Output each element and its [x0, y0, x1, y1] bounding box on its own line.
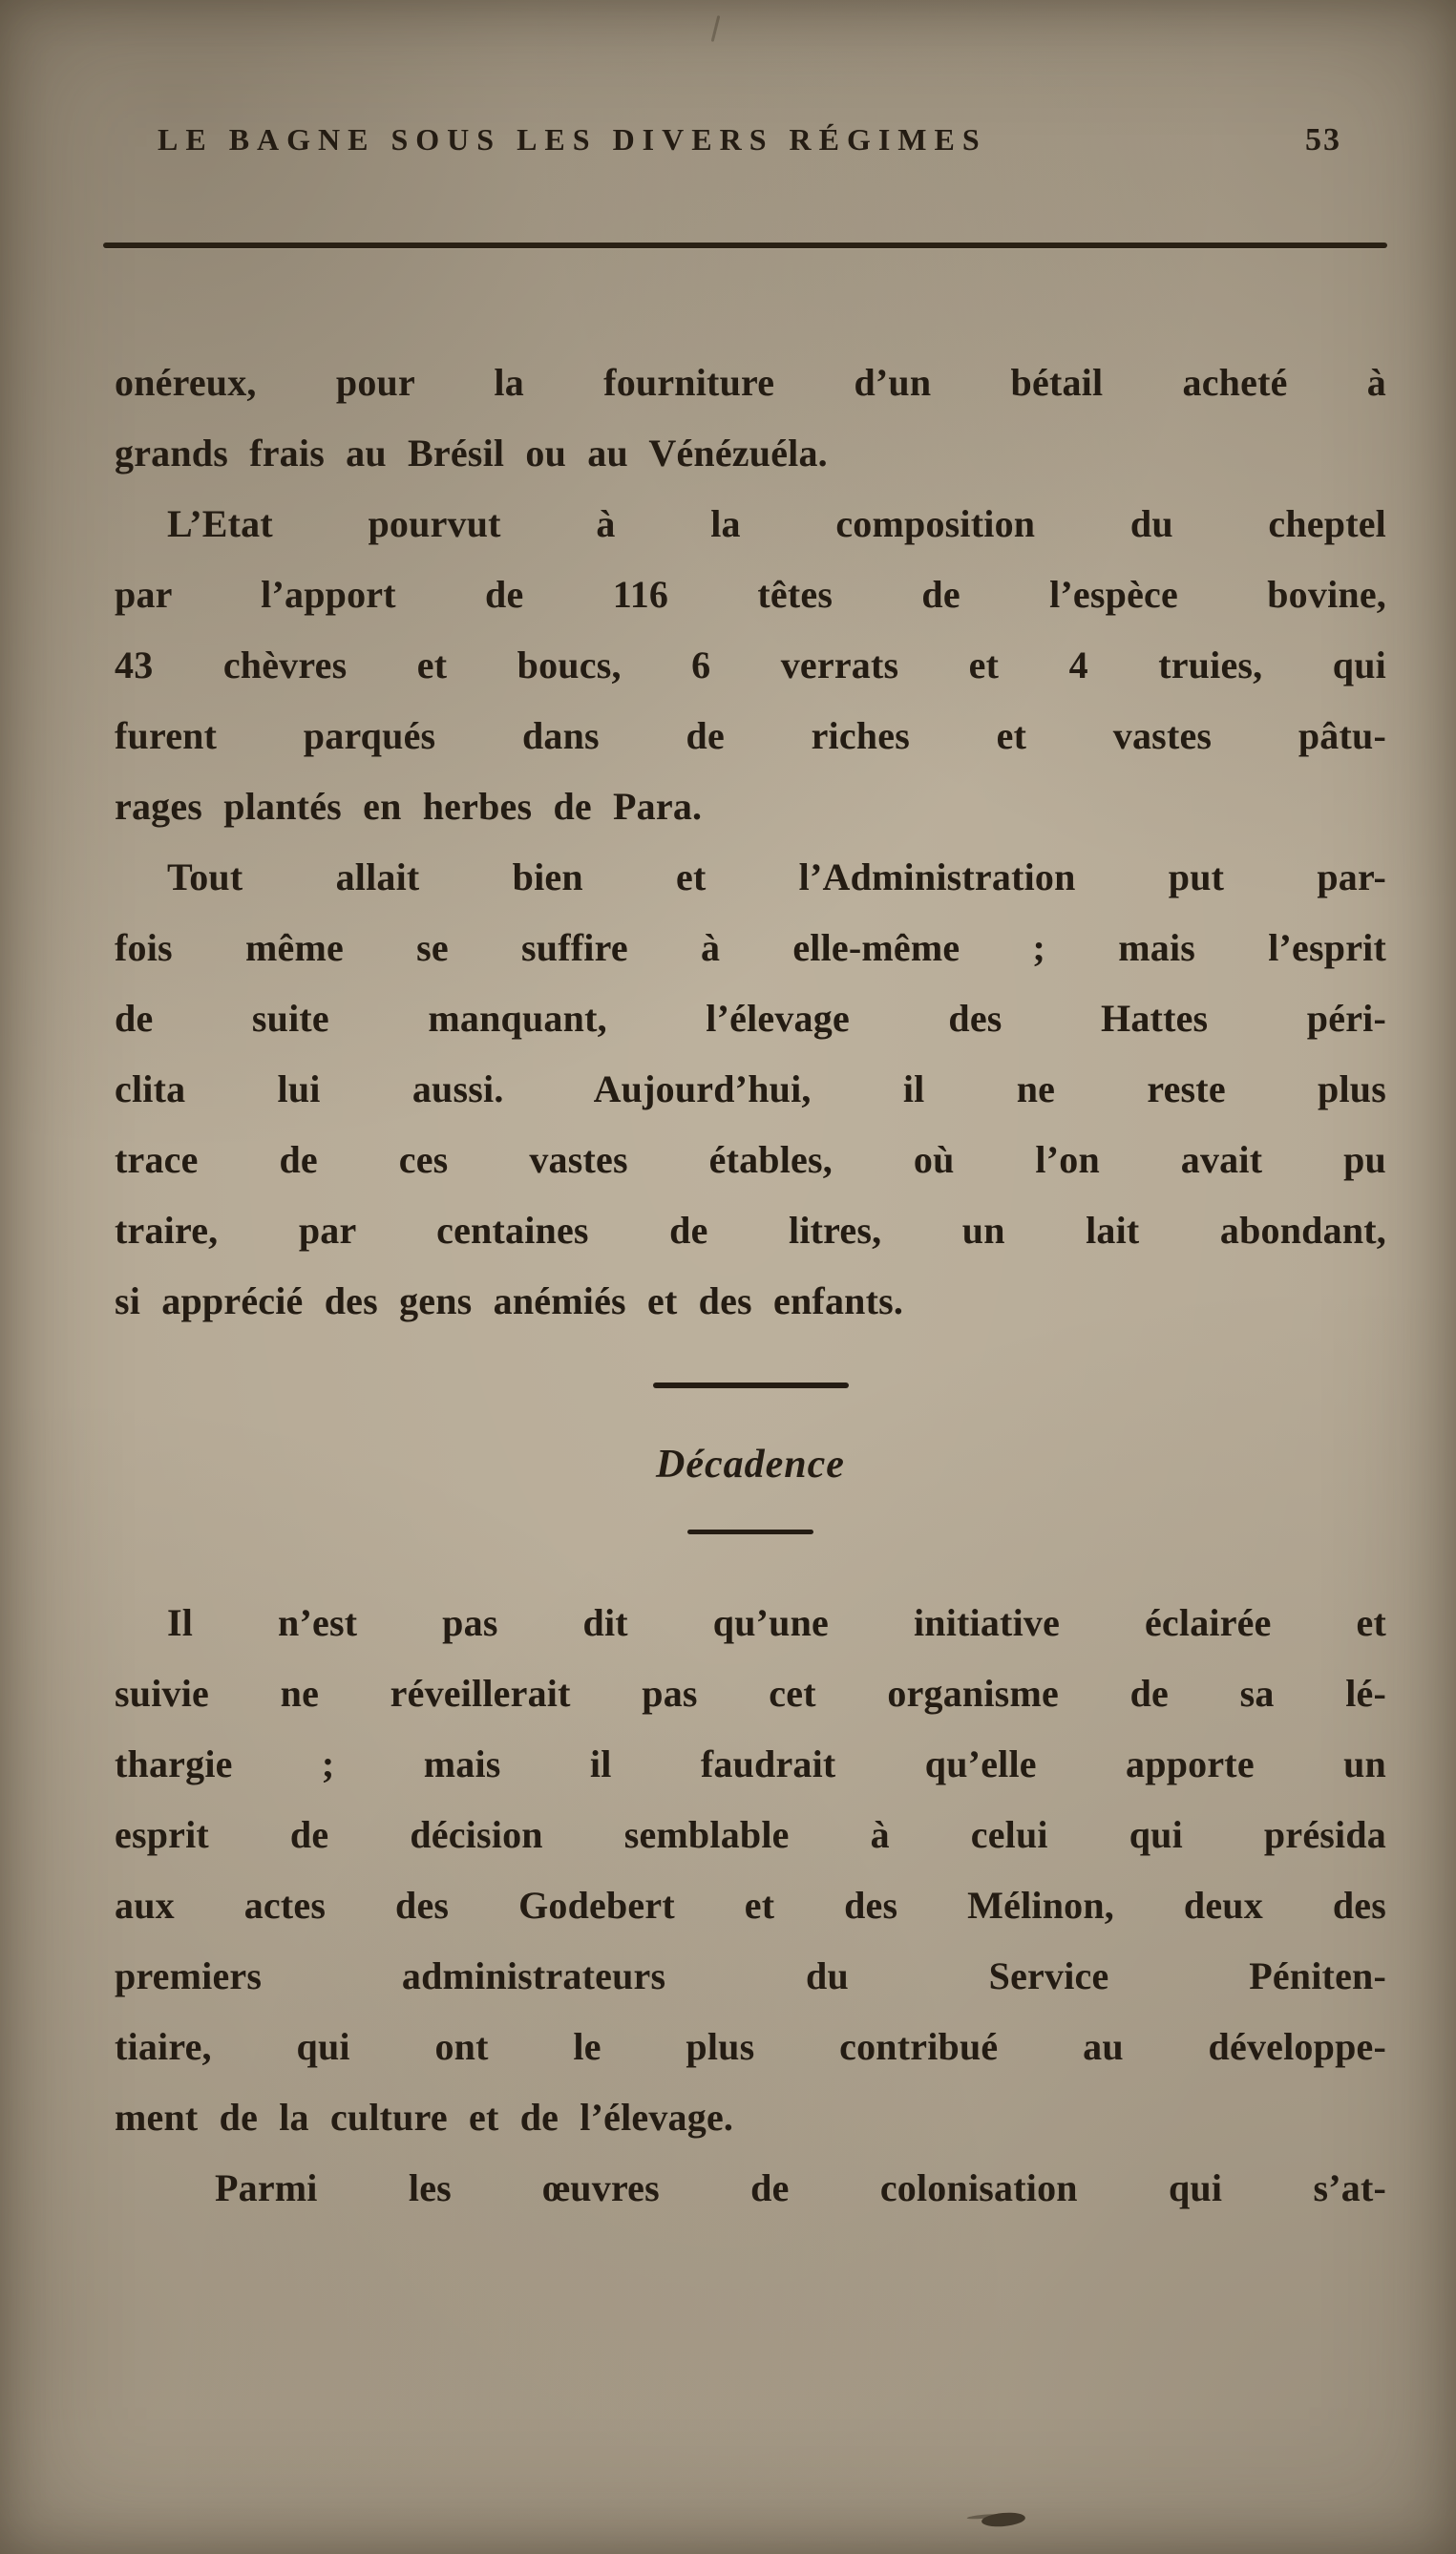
- text-line: fois même se suffire à elle-même ; mais l’esprit: [115, 926, 1386, 969]
- text-line: esprit de décision semblable à celui qui présida: [115, 1813, 1386, 1856]
- text-line: de suite manquant, l’élevage des Hattes péri-: [115, 997, 1386, 1040]
- text-line: thargie ; mais il faudrait qu’elle apporte un: [115, 1742, 1386, 1785]
- section-divider: [687, 1530, 813, 1534]
- page-body: [115, 348, 1386, 2224]
- paragraph: [115, 2153, 1386, 2224]
- section-divider: [653, 1383, 849, 1388]
- text-line: Parmi les œuvres de colonisation qui s’at-: [215, 2166, 1386, 2209]
- page-number: 53: [1305, 122, 1341, 158]
- paragraph: [115, 1588, 1386, 2153]
- ink-smudge: [981, 2511, 1025, 2528]
- text-line: ment de la culture et de l’élevage.: [115, 2096, 734, 2139]
- text-line: L’Etat pourvut à la composition du cheptel: [167, 502, 1386, 545]
- header-rule: [103, 243, 1387, 248]
- text-line: Tout allait bien et l’Administration put par-: [167, 855, 1386, 898]
- text-line: onéreux, pour la fourniture d’un bétail acheté à: [115, 361, 1386, 404]
- running-title: LE BAGNE SOUS LES DIVERS RÉGIMES: [158, 122, 987, 157]
- text-line: traire, par centaines de litres, un lait abondant,: [115, 1209, 1386, 1252]
- text-line: 43 chèvres et boucs, 6 verrats et 4 truies, qui: [115, 644, 1386, 686]
- paragraph: [115, 348, 1386, 489]
- text-line: par l’apport de 116 têtes de l’espèce bovine,: [115, 573, 1386, 616]
- text-line: premiers administrateurs du Service Péniten-: [115, 1954, 1386, 1997]
- text-line: tiaire, qui ont le plus contribué au développe-: [115, 2025, 1386, 2068]
- page-header: [0, 0, 1456, 158]
- text-line: rages plantés en herbes de Para.: [115, 785, 703, 828]
- text-line: grands frais au Brésil ou au Vénézuéla.: [115, 432, 828, 475]
- text-line: suivie ne réveillerait pas cet organisme de sa lé-: [115, 1672, 1386, 1715]
- text-line: clita lui aussi. Aujourd’hui, il ne reste plus: [115, 1067, 1386, 1110]
- paragraph: [115, 842, 1386, 1337]
- section-heading: Décadence: [656, 1443, 845, 1487]
- text-line: si apprécié des gens anémiés et des enfants.: [115, 1279, 904, 1322]
- text-line: trace de ces vastes étables, où l’on avait pu: [115, 1138, 1386, 1181]
- text-line: furent parqués dans de riches et vastes pâtu-: [115, 714, 1386, 757]
- text-line: Il n’est pas dit qu’une initiative éclairée et: [167, 1601, 1386, 1644]
- paragraph: [115, 489, 1386, 842]
- text-line: aux actes des Godebert et des Mélinon, deux des: [115, 1884, 1386, 1927]
